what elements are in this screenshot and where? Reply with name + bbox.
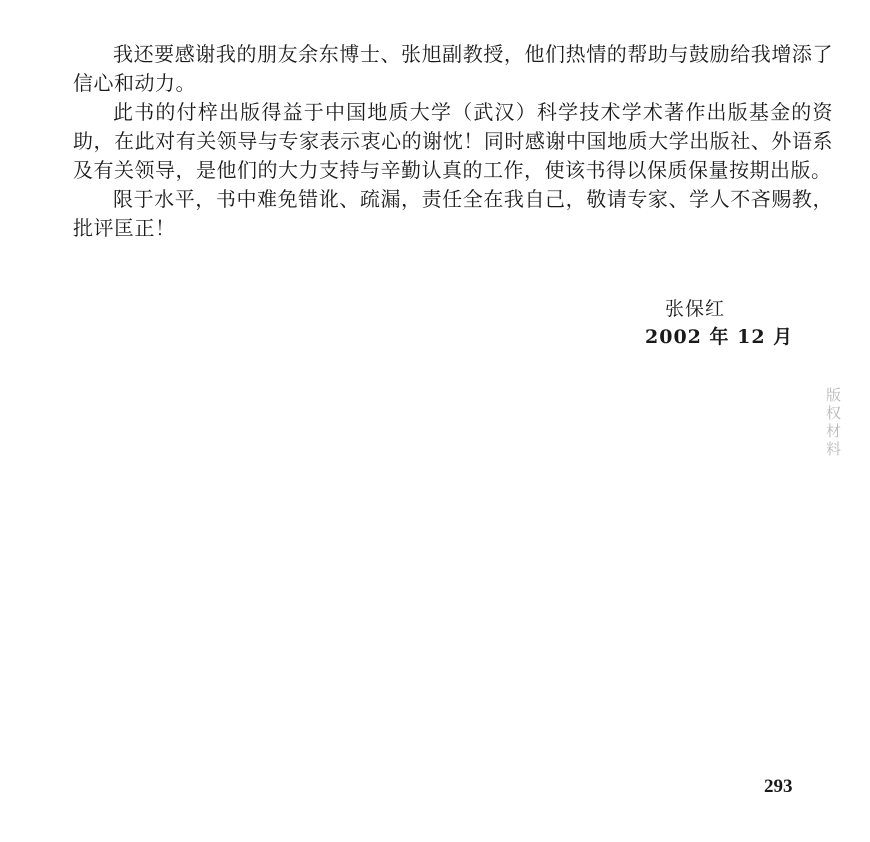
paragraph-acknowledgement-friends: 我还要感谢我的朋友余东博士、张旭副教授，他们热情的帮助与鼓励给我增添了信心和动力。: [73, 42, 833, 95]
body-text: [73, 40, 833, 243]
author-signature: 张保红: [665, 298, 726, 320]
paragraph-acknowledgement-funding: 此书的付梓出版得益于中国地质大学（武汉）科学技术学术著作出版基金的资助，在此对有关领导与专家表示衷心的谢忱！同时感谢中国地质大学出版社、外语系及有关领导，是他们的大力支持与辛勤认真的工作，使该书得以保质保量按期出版。: [73, 100, 833, 182]
page-number: 293: [764, 776, 793, 797]
paragraph-disclaimer: 限于水平，书中难免错讹、疏漏，责任全在我自己，敬请专家、学人不吝赐教，批评匡正！: [73, 187, 833, 240]
signature-date: 2002 年 12 月: [645, 326, 794, 348]
copyright-watermark: 版权材料: [826, 386, 842, 458]
